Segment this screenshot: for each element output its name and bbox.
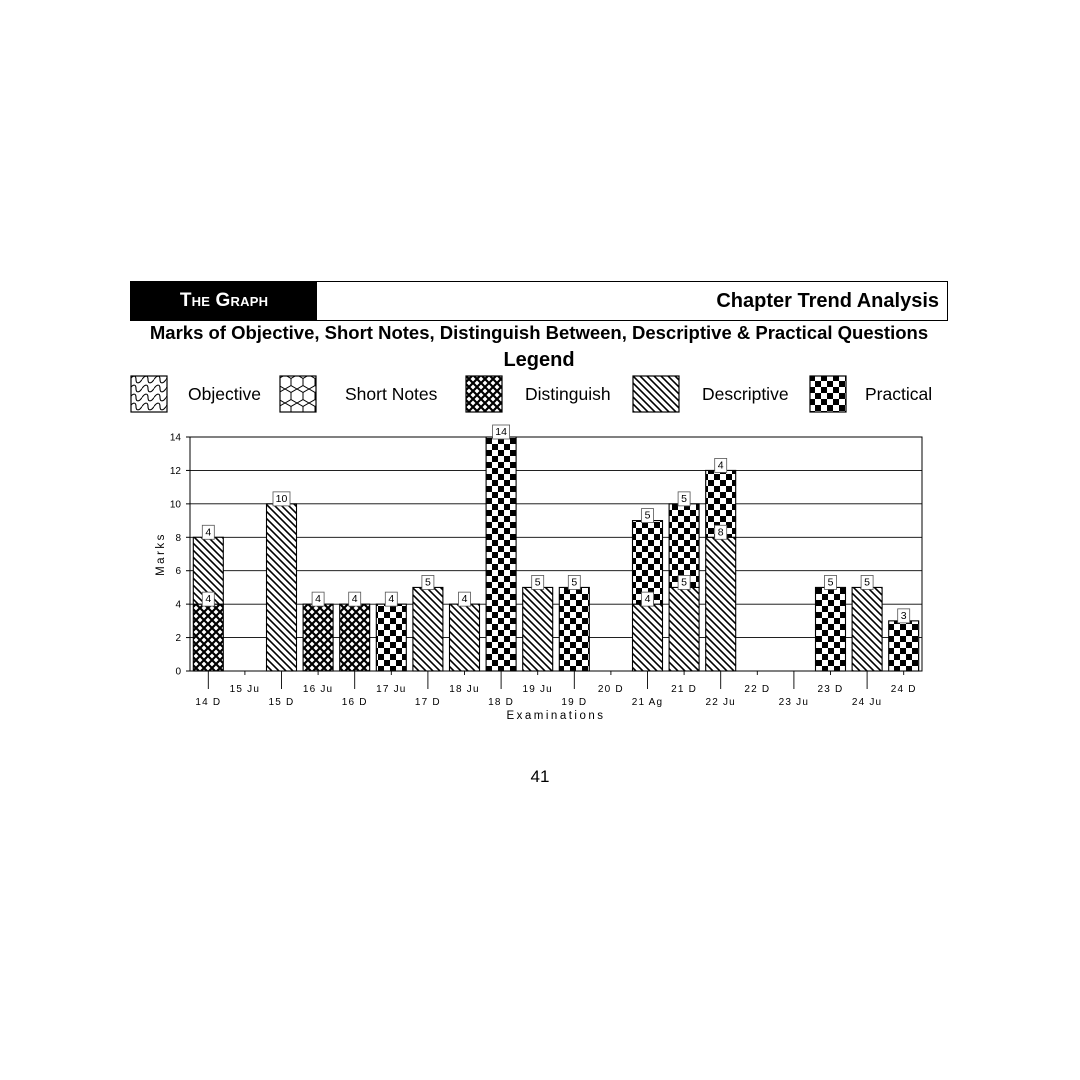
grid-lines	[190, 437, 922, 638]
data-label: 5	[681, 576, 688, 589]
x-tick-label: 21 D	[671, 684, 698, 695]
x-tick-label: 16 Ju	[302, 684, 334, 695]
page-number: 41	[530, 767, 550, 786]
x-tick-label: 17 Ju	[376, 684, 407, 695]
x-tick-label: 19 Ju	[522, 684, 553, 695]
x-tick-label: 15 Ju	[229, 684, 261, 695]
x-tick-label: 18 D	[488, 697, 515, 708]
data-label: 4	[461, 593, 468, 606]
y-tick-label: 6	[175, 566, 181, 578]
data-label: 5	[571, 576, 578, 589]
legend-label: Descriptive	[702, 384, 789, 404]
data-label: 10	[275, 492, 288, 505]
bar-practical	[486, 437, 516, 671]
y-tick-label: 0	[175, 666, 181, 678]
bars	[193, 437, 918, 671]
data-label: 4	[644, 593, 651, 606]
x-tick-label: 14 D	[195, 697, 222, 708]
data-label: 3	[900, 609, 907, 622]
y-tick-label: 12	[169, 465, 181, 477]
y-tick-label: 10	[169, 499, 181, 511]
bar-descriptive	[413, 587, 443, 671]
data-label: 4	[205, 593, 212, 606]
header-badge: The Graph	[131, 282, 317, 320]
data-label: 4	[388, 593, 395, 606]
x-tick-label: 22 Ju	[705, 697, 736, 708]
data-labels	[202, 425, 909, 623]
bar-descriptive	[852, 587, 882, 671]
legend-label: Distinguish	[525, 384, 611, 404]
plot-frame	[190, 437, 922, 671]
data-label: 14	[495, 426, 507, 438]
header-title: Chapter Trend Analysis	[716, 289, 939, 312]
bar-descriptive	[523, 587, 553, 671]
bar-practical	[376, 604, 406, 671]
y-tick-label: 8	[175, 532, 181, 544]
y-tick-label: 2	[175, 633, 181, 645]
x-axis-title: Examinations	[506, 710, 606, 722]
x-tick-label: 16 D	[341, 697, 368, 708]
bar-descriptive	[267, 504, 297, 671]
legend-label: Objective	[188, 384, 261, 404]
data-label: 8	[717, 526, 724, 539]
bar-distinguish	[303, 604, 333, 671]
data-label: 4	[315, 593, 322, 606]
x-tick-label: 24 D	[890, 684, 917, 695]
legend-label: Short Notes	[345, 384, 438, 404]
bar-practical	[633, 521, 663, 605]
x-tick-label: 20 D	[597, 684, 624, 695]
y-tick-label: 14	[169, 432, 181, 444]
bar-descriptive	[450, 604, 480, 671]
data-label: 5	[864, 576, 871, 589]
data-label: 4	[351, 593, 358, 606]
x-tick-label: 15 D	[268, 697, 295, 708]
x-tick-label: 17 D	[414, 697, 441, 708]
bar-distinguish	[340, 604, 370, 671]
legend-title: Legend	[503, 349, 575, 371]
data-label: 5	[827, 576, 834, 589]
bar-practical	[559, 587, 589, 671]
data-label: 5	[681, 492, 688, 505]
data-label: 5	[534, 576, 541, 589]
x-tick-label: 24 Ju	[851, 697, 883, 708]
x-tick-label: 18 Ju	[449, 684, 480, 695]
x-tick-label: 23 Ju	[778, 697, 810, 708]
bar-descriptive	[706, 537, 736, 671]
data-label: 4	[717, 459, 724, 472]
bar-distinguish	[193, 604, 223, 671]
x-tick-label: 22 D	[744, 684, 771, 695]
y-axis-title: Marks	[155, 532, 167, 576]
bar-practical	[669, 504, 699, 588]
data-label: 5	[644, 509, 651, 522]
bar-practical	[816, 587, 846, 671]
chart-subtitle: Marks of Objective, Short Notes, Distinguish Between, Descriptive & Practical Questions	[149, 322, 929, 343]
bar-descriptive	[633, 604, 663, 671]
data-label: 4	[205, 526, 212, 539]
x-tick-label: 23 D	[817, 684, 844, 695]
bar-descriptive	[669, 587, 699, 671]
bar-practical	[889, 621, 919, 671]
x-tick-label: 21 Ag	[631, 697, 664, 708]
data-label: 5	[424, 576, 431, 589]
y-tick-label: 4	[175, 599, 181, 611]
x-tick-label: 19 D	[561, 697, 588, 708]
legend-label: Practical	[865, 384, 933, 404]
